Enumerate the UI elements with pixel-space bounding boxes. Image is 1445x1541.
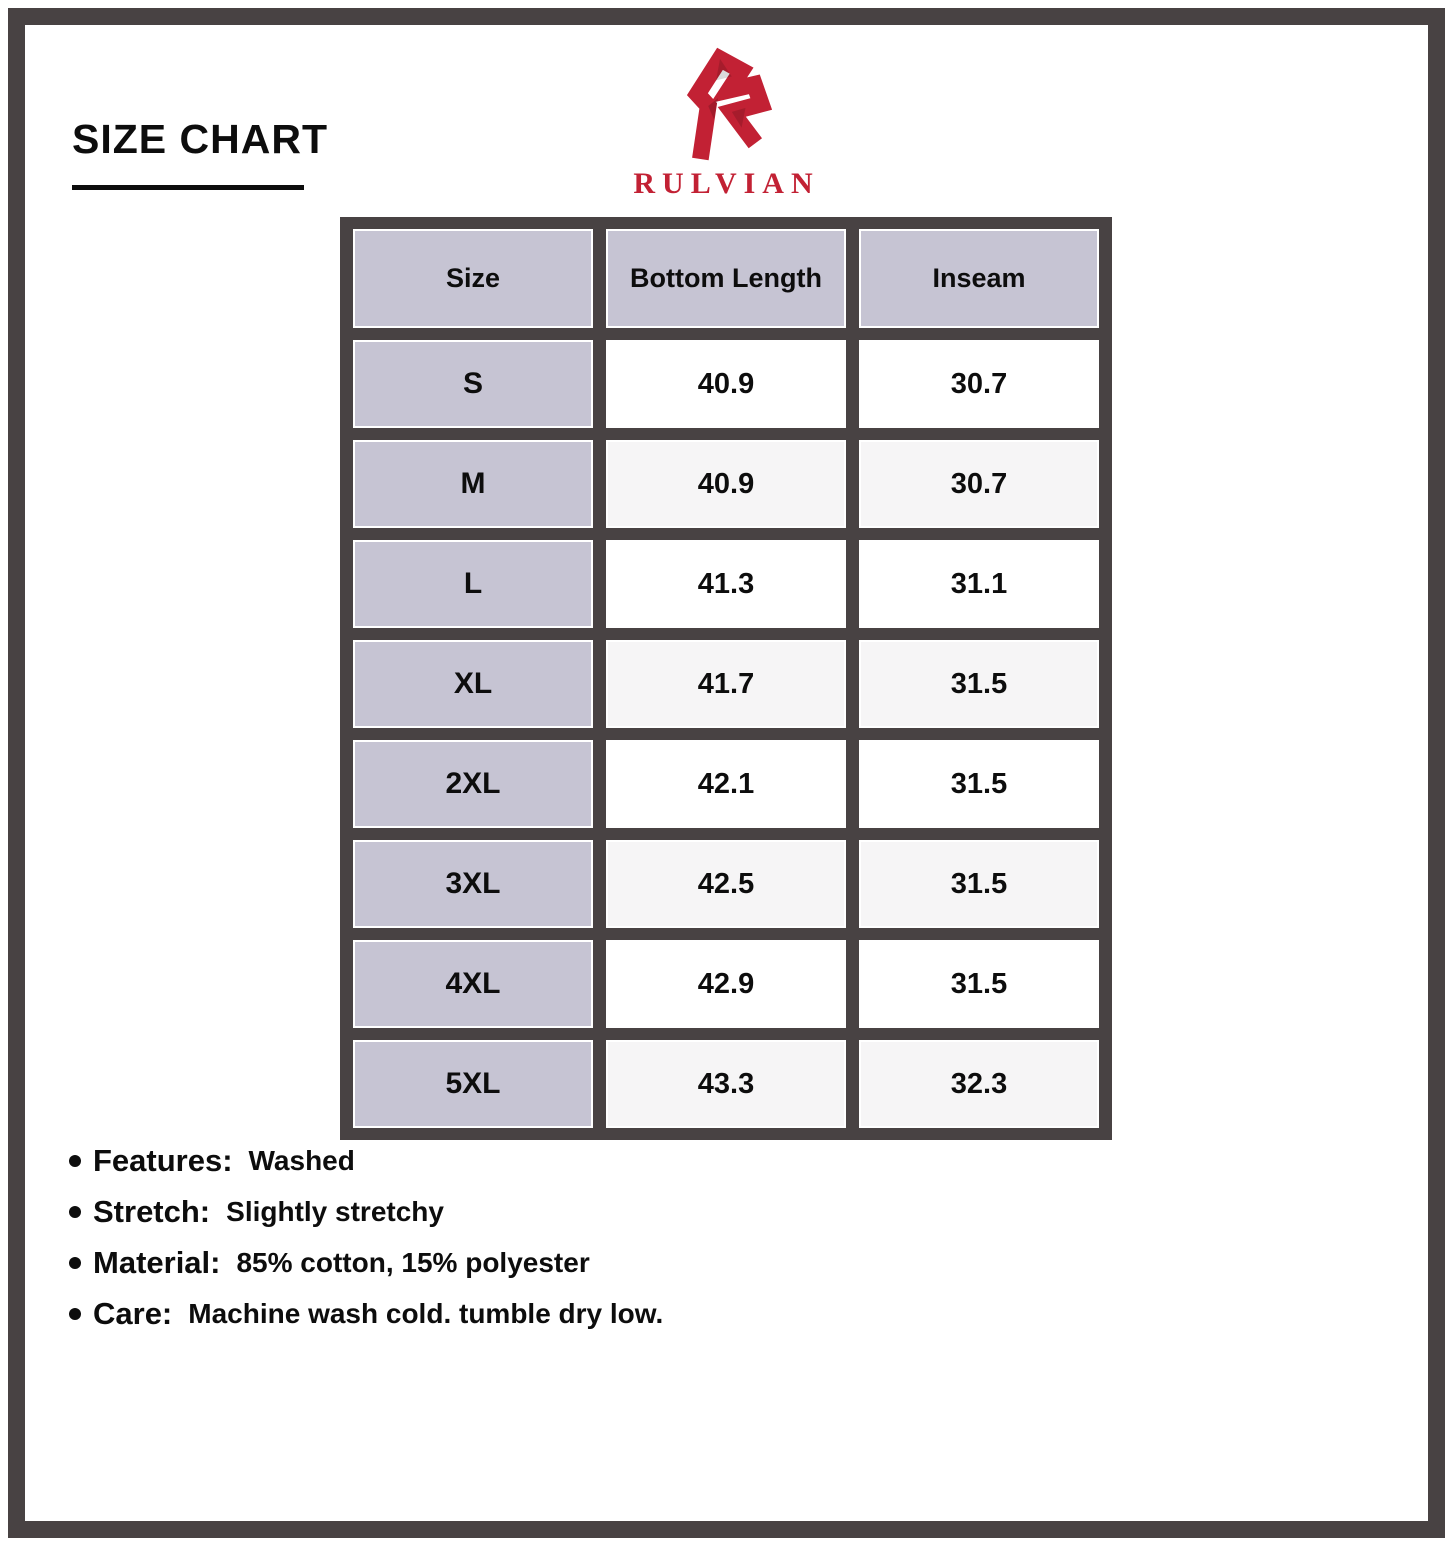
inseam-cell: 32.3: [859, 1040, 1099, 1128]
title-underline: [72, 185, 304, 190]
table-row: [353, 640, 1099, 728]
detail-value: 85% cotton, 15% polyester: [236, 1247, 590, 1278]
inseam-cell: 31.5: [859, 940, 1099, 1028]
table-row: [353, 740, 1099, 828]
size-cell: XL: [353, 640, 593, 728]
brand-name: RULVIAN: [633, 167, 820, 200]
detail-label: Stretch:: [93, 1194, 211, 1229]
inseam-cell: 31.1: [859, 540, 1099, 628]
detail-value: Slightly stretchy: [226, 1196, 444, 1227]
list-item: [69, 1141, 663, 1181]
brand-r-monogram-icon: [672, 45, 780, 163]
bottom-length-cell: 40.9: [606, 440, 846, 528]
frame-border: [8, 8, 1445, 1538]
size-cell: 2XL: [353, 740, 593, 828]
bullet-icon: [69, 1155, 81, 1167]
column-header-bottom-length: Bottom Length: [606, 229, 846, 328]
bullet-icon: [69, 1257, 81, 1269]
detail-label: Features:: [93, 1143, 233, 1178]
table-row: [353, 340, 1099, 428]
bottom-length-cell: 41.7: [606, 640, 846, 728]
bullet-icon: [69, 1206, 81, 1218]
column-header-inseam: Inseam: [859, 229, 1099, 328]
table-header-row: [353, 229, 1099, 328]
bullet-icon: [69, 1308, 81, 1320]
size-cell: 4XL: [353, 940, 593, 1028]
table-row: [353, 440, 1099, 528]
size-table: [340, 217, 1112, 1140]
bottom-length-cell: 42.9: [606, 940, 846, 1028]
size-cell: L: [353, 540, 593, 628]
bottom-length-cell: 41.3: [606, 540, 846, 628]
bottom-length-cell: 42.5: [606, 840, 846, 928]
inseam-cell: 30.7: [859, 340, 1099, 428]
inseam-cell: 31.5: [859, 640, 1099, 728]
inseam-cell: 31.5: [859, 740, 1099, 828]
size-cell: 3XL: [353, 840, 593, 928]
inseam-cell: 30.7: [859, 440, 1099, 528]
inseam-cell: 31.5: [859, 840, 1099, 928]
bottom-length-cell: 40.9: [606, 340, 846, 428]
list-item: [69, 1294, 663, 1334]
size-cell: S: [353, 340, 593, 428]
column-header-size: Size: [353, 229, 593, 328]
page-title: SIZE CHART: [72, 116, 328, 162]
table-row: [353, 840, 1099, 928]
list-item: [69, 1243, 663, 1283]
detail-value: Washed: [248, 1145, 355, 1176]
bottom-length-cell: 42.1: [606, 740, 846, 828]
size-cell: M: [353, 440, 593, 528]
size-cell: 5XL: [353, 1040, 593, 1128]
bottom-length-cell: 43.3: [606, 1040, 846, 1128]
brand-logo: [633, 45, 819, 201]
table-row: [353, 1040, 1099, 1128]
table-row: [353, 540, 1099, 628]
detail-label: Material:: [93, 1245, 221, 1280]
product-details-list: [69, 1141, 663, 1345]
table-row: [353, 940, 1099, 1028]
detail-label: Care:: [93, 1296, 173, 1331]
detail-value: Machine wash cold. tumble dry low.: [188, 1298, 664, 1329]
list-item: [69, 1192, 663, 1232]
